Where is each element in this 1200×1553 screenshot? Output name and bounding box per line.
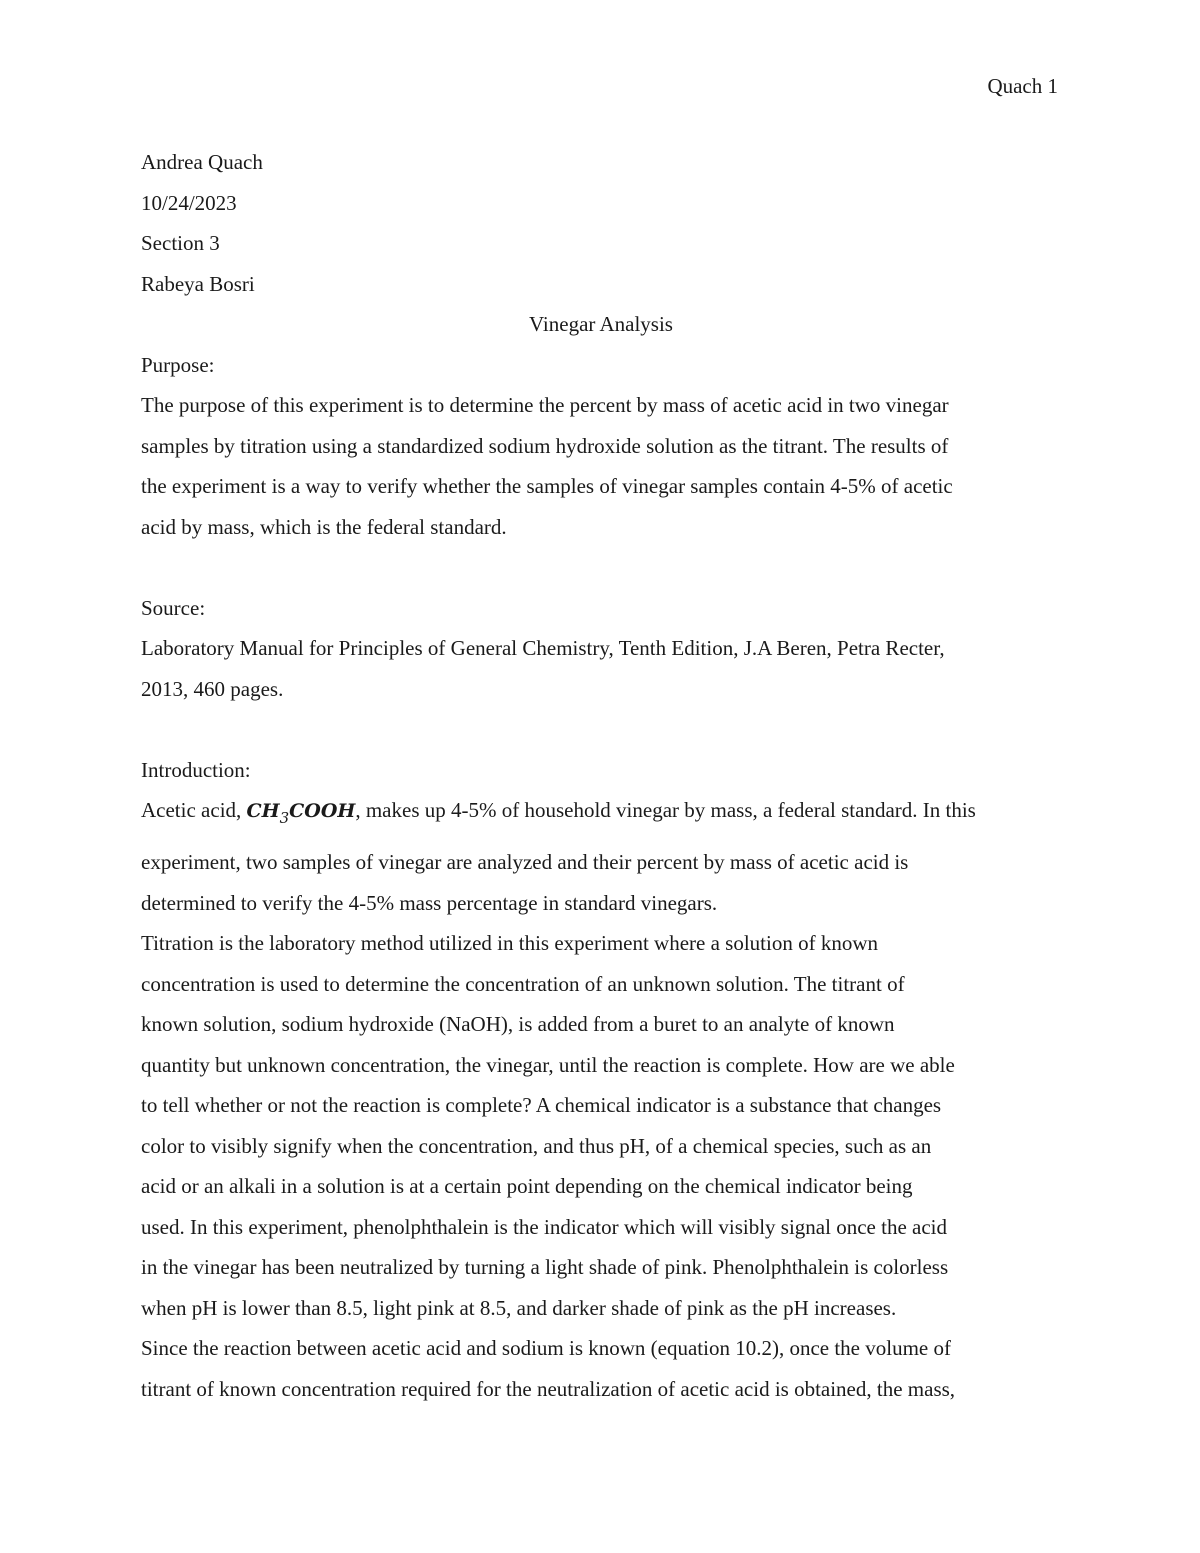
purpose-line: The purpose of this experiment is to determine the percent by mass of acetic acid in two vinegar xyxy=(141,393,949,417)
introduction-line: in the vinegar has been neutralized by turning a light shade of pink. Phenolphthalein is colorless xyxy=(141,1255,949,1279)
introduction-line: Since the reaction between acetic acid and sodium is known (equation 10.2), once the volume of xyxy=(141,1336,951,1360)
document-body xyxy=(141,142,1061,1409)
section-number: Section 3 xyxy=(141,231,220,255)
introduction-line: experiment, two samples of vinegar are analyzed and their percent by mass of acetic acid is xyxy=(141,850,909,874)
purpose-line: acid by mass, which is the federal standard. xyxy=(141,514,507,539)
source-line: 2013, 460 pages. xyxy=(141,676,284,701)
introduction-line: color to visibly signify when the concentration, and thus pH, of a chemical species, such as an xyxy=(141,1133,932,1158)
instructor-name: Rabeya Bosri xyxy=(141,271,255,296)
introduction-line: Titration is the laboratory method utilized in this experiment where a solution of known xyxy=(141,931,879,955)
source-line: Laboratory Manual for Principles of General Chemistry, Tenth Edition, J.A Beren, Petra Recter, xyxy=(141,636,945,660)
author-name: Andrea Quach xyxy=(141,150,263,174)
document-title: Vinegar Analysis xyxy=(529,312,673,336)
purpose-line: the experiment is a way to verify whether the samples of vinegar samples contain 4-5% of acetic xyxy=(141,474,953,498)
paragraph-spacer xyxy=(141,709,1061,750)
introduction-line: used. In this experiment, phenolphthalein is the indicator which will visibly signal once the acid xyxy=(141,1214,947,1239)
acetic-acid-formula xyxy=(246,800,356,827)
source-heading: Source: xyxy=(141,595,206,620)
introduction-line: determined to verify the 4-5% mass percentage in standard vinegars. xyxy=(141,890,718,915)
formula-subscript: 3 xyxy=(279,809,290,827)
introduction-line: acid or an alkali in a solution is at a certain point depending on the chemical indicator being xyxy=(141,1174,913,1198)
intro-suffix: , makes up 4-5% of household vinegar by mass, a federal standard. In this xyxy=(355,798,976,822)
formula-part-ch: CH xyxy=(246,800,280,822)
page-header: Quach 1 xyxy=(987,74,1058,98)
purpose-line: samples by titration using a standardized sodium hydroxide solution as the titrant. The results of xyxy=(141,433,949,458)
formula-part-cooh: COOH xyxy=(289,800,356,822)
introduction-line: known solution, sodium hydroxide (NaOH), is added from a buret to an analyte of known xyxy=(141,1012,895,1036)
introduction-line: quantity but unknown concentration, the vinegar, until the reaction is complete. How are we able xyxy=(141,1052,955,1077)
introduction-line: titrant of known concentration required for the neutralization of acetic acid is obtained, the mass, xyxy=(141,1376,956,1401)
introduction-line: concentration is used to determine the concentration of an unknown solution. The titrant of xyxy=(141,971,905,996)
paragraph-spacer xyxy=(141,547,1061,588)
introduction-heading: Introduction: xyxy=(141,757,251,782)
intro-prefix: Acetic acid, xyxy=(141,798,247,822)
purpose-heading: Purpose: xyxy=(141,352,215,377)
introduction-line: when pH is lower than 8.5, light pink at 8.5, and darker shade of pink as the pH increases. xyxy=(141,1295,897,1320)
introduction-line: to tell whether or not the reaction is complete? A chemical indicator is a substance that changes xyxy=(141,1093,942,1117)
introduction-first-line xyxy=(141,790,1061,842)
document-date: 10/24/2023 xyxy=(141,190,237,215)
